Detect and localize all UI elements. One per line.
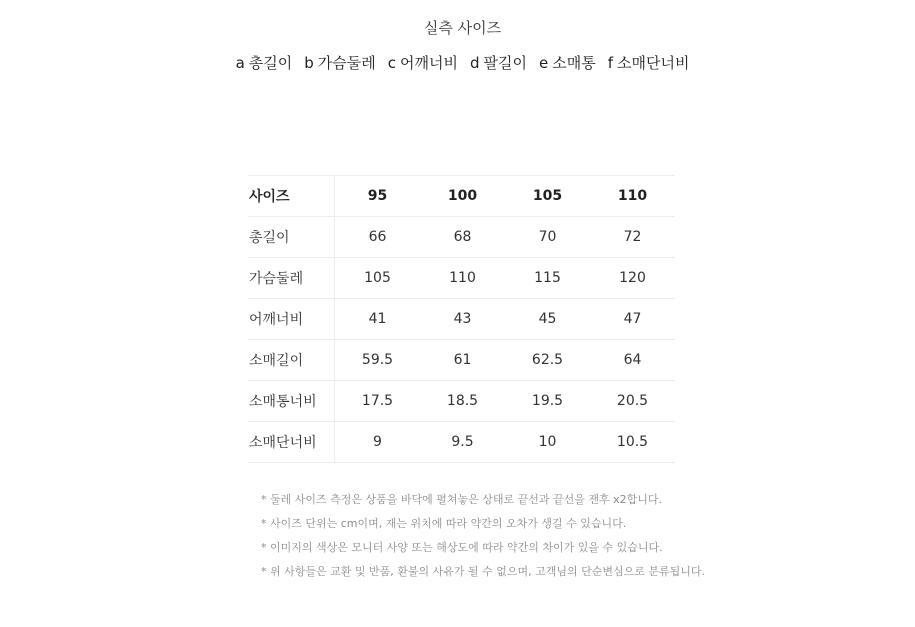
table-cell: 17.5 — [335, 381, 421, 422]
row-label: 소매통너비 — [248, 381, 335, 422]
table-header-row — [248, 176, 675, 217]
legend-letter: c — [387, 54, 396, 72]
table-cell: 9.5 — [420, 422, 505, 463]
legend-letter: f — [607, 54, 613, 72]
legend-item-c — [388, 53, 458, 73]
table-cell: 68 — [420, 217, 505, 258]
legend-item-d — [470, 53, 527, 73]
row-label: 소매단너비 — [248, 422, 335, 463]
note-item: * 위 사항들은 교환 및 반품, 환불의 사유가 될 수 없으며, 고객님의 단순변심으로 분류됩니다. — [261, 565, 705, 578]
table-row — [248, 258, 675, 299]
legend-label: 팔길이 — [483, 54, 527, 72]
table-row — [248, 381, 675, 422]
legend-letter: a — [235, 54, 245, 72]
legend-item-a — [236, 53, 293, 73]
legend-item-f — [608, 53, 690, 73]
table-cell: 120 — [590, 258, 675, 299]
legend-letter: b — [304, 54, 314, 72]
header-cell-size: 사이즈 — [248, 176, 335, 217]
table-cell: 61 — [420, 340, 505, 381]
note-item: * 둘레 사이즈 측정은 상품을 바닥에 펼쳐놓은 상태로 끝선과 끝선을 잰후 x2합니다. — [261, 493, 662, 506]
row-label: 총길이 — [248, 217, 335, 258]
table-cell: 47 — [590, 299, 675, 340]
table-cell: 59.5 — [335, 340, 421, 381]
table-cell: 110 — [420, 258, 505, 299]
table-row — [248, 340, 675, 381]
table-cell: 72 — [590, 217, 675, 258]
legend-label: 가슴둘레 — [317, 54, 376, 72]
table-cell: 10.5 — [590, 422, 675, 463]
note-item: * 사이즈 단위는 cm이며, 재는 위치에 따라 약간의 오차가 생길 수 있습니다. — [261, 517, 627, 530]
measurement-legend — [0, 53, 915, 73]
note-item: * 이미지의 색상은 모니터 사양 또는 해상도에 따라 약간의 차이가 있을 수 있습니다. — [261, 541, 663, 554]
notes-list — [261, 488, 705, 584]
legend-label: 총길이 — [248, 54, 293, 72]
table-cell: 66 — [335, 217, 421, 258]
header-cell: 100 — [420, 176, 505, 217]
legend-item-e — [539, 53, 596, 73]
legend-label: 소매단너비 — [616, 54, 690, 72]
legend-item-b — [304, 53, 376, 73]
table-cell: 62.5 — [505, 340, 590, 381]
legend-label: 소매통 — [552, 54, 596, 72]
header-cell: 105 — [505, 176, 590, 217]
table-cell: 19.5 — [505, 381, 590, 422]
table-row — [248, 422, 675, 463]
table-cell: 20.5 — [590, 381, 675, 422]
legend-label: 어깨너비 — [400, 54, 458, 72]
header-cell: 95 — [335, 176, 421, 217]
size-table — [248, 175, 675, 463]
page-title: 실측 사이즈 — [423, 19, 502, 37]
table-cell: 9 — [335, 422, 421, 463]
table-cell: 115 — [505, 258, 590, 299]
table-cell: 70 — [505, 217, 590, 258]
table-row — [248, 299, 675, 340]
legend-letter: e — [538, 54, 549, 72]
table-cell: 45 — [505, 299, 590, 340]
table-row — [248, 217, 675, 258]
legend-letter: d — [469, 54, 480, 72]
table-cell: 18.5 — [420, 381, 505, 422]
table-cell: 105 — [335, 258, 421, 299]
table-cell: 41 — [335, 299, 421, 340]
table-cell: 64 — [590, 340, 675, 381]
header-cell: 110 — [590, 176, 675, 217]
row-label: 어깨너비 — [248, 299, 335, 340]
table-cell: 10 — [505, 422, 590, 463]
row-label: 소매길이 — [248, 340, 335, 381]
row-label: 가슴둘레 — [248, 258, 335, 299]
table-cell: 43 — [420, 299, 505, 340]
